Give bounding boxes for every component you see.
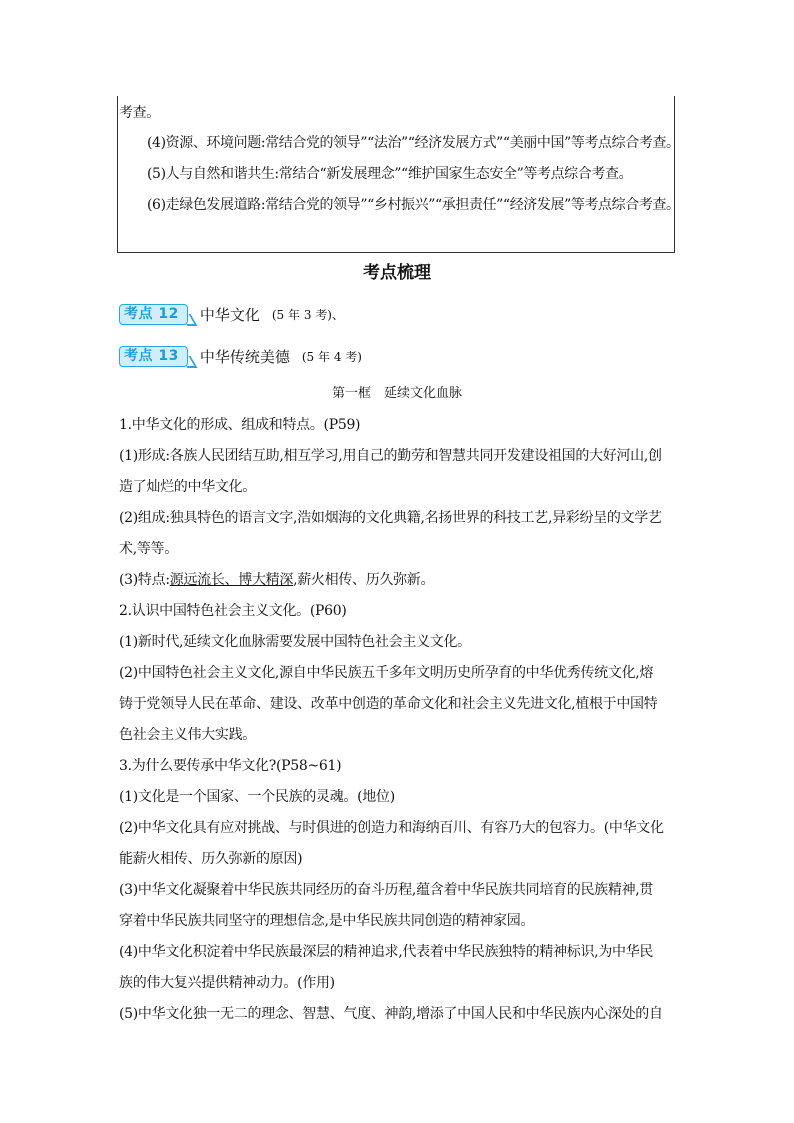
kaodian-count: (5 年 3 考)、 [271,307,344,322]
body-line: 2.认识中国特色社会主义文化。(P60) [119,603,347,619]
box-line-1: 考查。 [119,105,160,121]
kaodian-name: 中华文化 [199,305,260,324]
body-line: 术,等等。 [119,541,178,557]
body-line: (1)新时代,延续文化血脉需要发展中国特色社会主义文化。 [119,634,471,650]
kaodian-count: (5 年 4 考) [301,349,362,364]
body-line: 3.为什么要传承中华文化?(P58~61) [119,758,342,774]
body-line: 穿着中华民族共同坚守的理想信念,是中华民族共同创造的精神家园。 [119,913,535,929]
body-line: (3)中华文化凝聚着中华民族共同经历的奋斗历程,蕴含着中华民族共同培育的民族精神,贯 [119,882,654,898]
section-title: 考点梳理 [363,263,431,283]
features-underlined: 源远流长、博大精深 [169,572,294,588]
body-line: (1)形成:各族人民团结互助,相互学习,用自己的勤劳和智慧共同开发建设祖国的大好河山,创 [119,448,662,464]
box-line-2: (4)资源、环境问题:常结合党的领导”“法治”“经济发展方式”“美丽中国”等考点综合考查。 [147,135,680,151]
kaodian-name: 中华传统美德 [199,347,290,366]
body-line: (1)文化是一个国家、一个民族的灵魂。(地位) [119,789,395,805]
body-line: 色社会主义伟大实践。 [119,727,256,743]
lesson-subtitle: 第一框 延续文化血脉 [331,386,462,401]
kaodian-badge-icon: 考点 12 [119,304,188,325]
box-line-4: (6)走绿色发展道路:常结合党的领导”“乡村振兴”“承担责任”“经济发展”等考点综合考查。 [147,197,680,213]
body-line: 造了灿烂的中华文化。 [119,479,256,495]
body-line: (2)组成:独具特色的语言文字,浩如烟海的文化典籍,名扬世界的科技工艺,异彩纷呈的文学艺 [119,510,662,526]
body-line: 铸于党领导人民在革命、建设、改革中创造的革命文化和社会主义先进文化,植根于中国特 [119,696,658,712]
kaodian-12 [119,302,344,326]
kaodian-badge-icon: 考点 13 [119,346,188,367]
kaodian-13 [119,344,362,368]
body-line: (2)中华文化具有应对挑战、与时俱进的创造力和海纳百川、有容乃大的包容力。(中华文化 [119,820,664,836]
body-line: (4)中华文化积淀着中华民族最深层的精神追求,代表着中华民族独特的精神标识,为中华民 [119,944,654,960]
body-line: (2)中国特色社会主义文化,源自中华民族五千多年文明历史所孕育的中华优秀传统文化,熔 [119,665,654,681]
body-line: 族的伟大复兴提供精神动力。(作用) [119,975,335,991]
body-line: (5)中华文化独一无二的理念、智慧、气度、神韵,增添了中国人民和中华民族内心深处的自 [119,1006,663,1022]
body-line: 能薪火相传、历久弥新的原因) [119,851,303,867]
body-line: 1.中华文化的形成、组成和特点。(P59) [119,417,361,433]
box-line-3: (5)人与自然和谐共生:常结合“新发展理念”“维护国家生态安全”等考点综合考查。 [147,166,633,182]
body-line-features [119,570,434,590]
features-prefix: (3)特点: [119,572,170,588]
features-rest: ,薪火相传、历久弥新。 [293,572,435,588]
